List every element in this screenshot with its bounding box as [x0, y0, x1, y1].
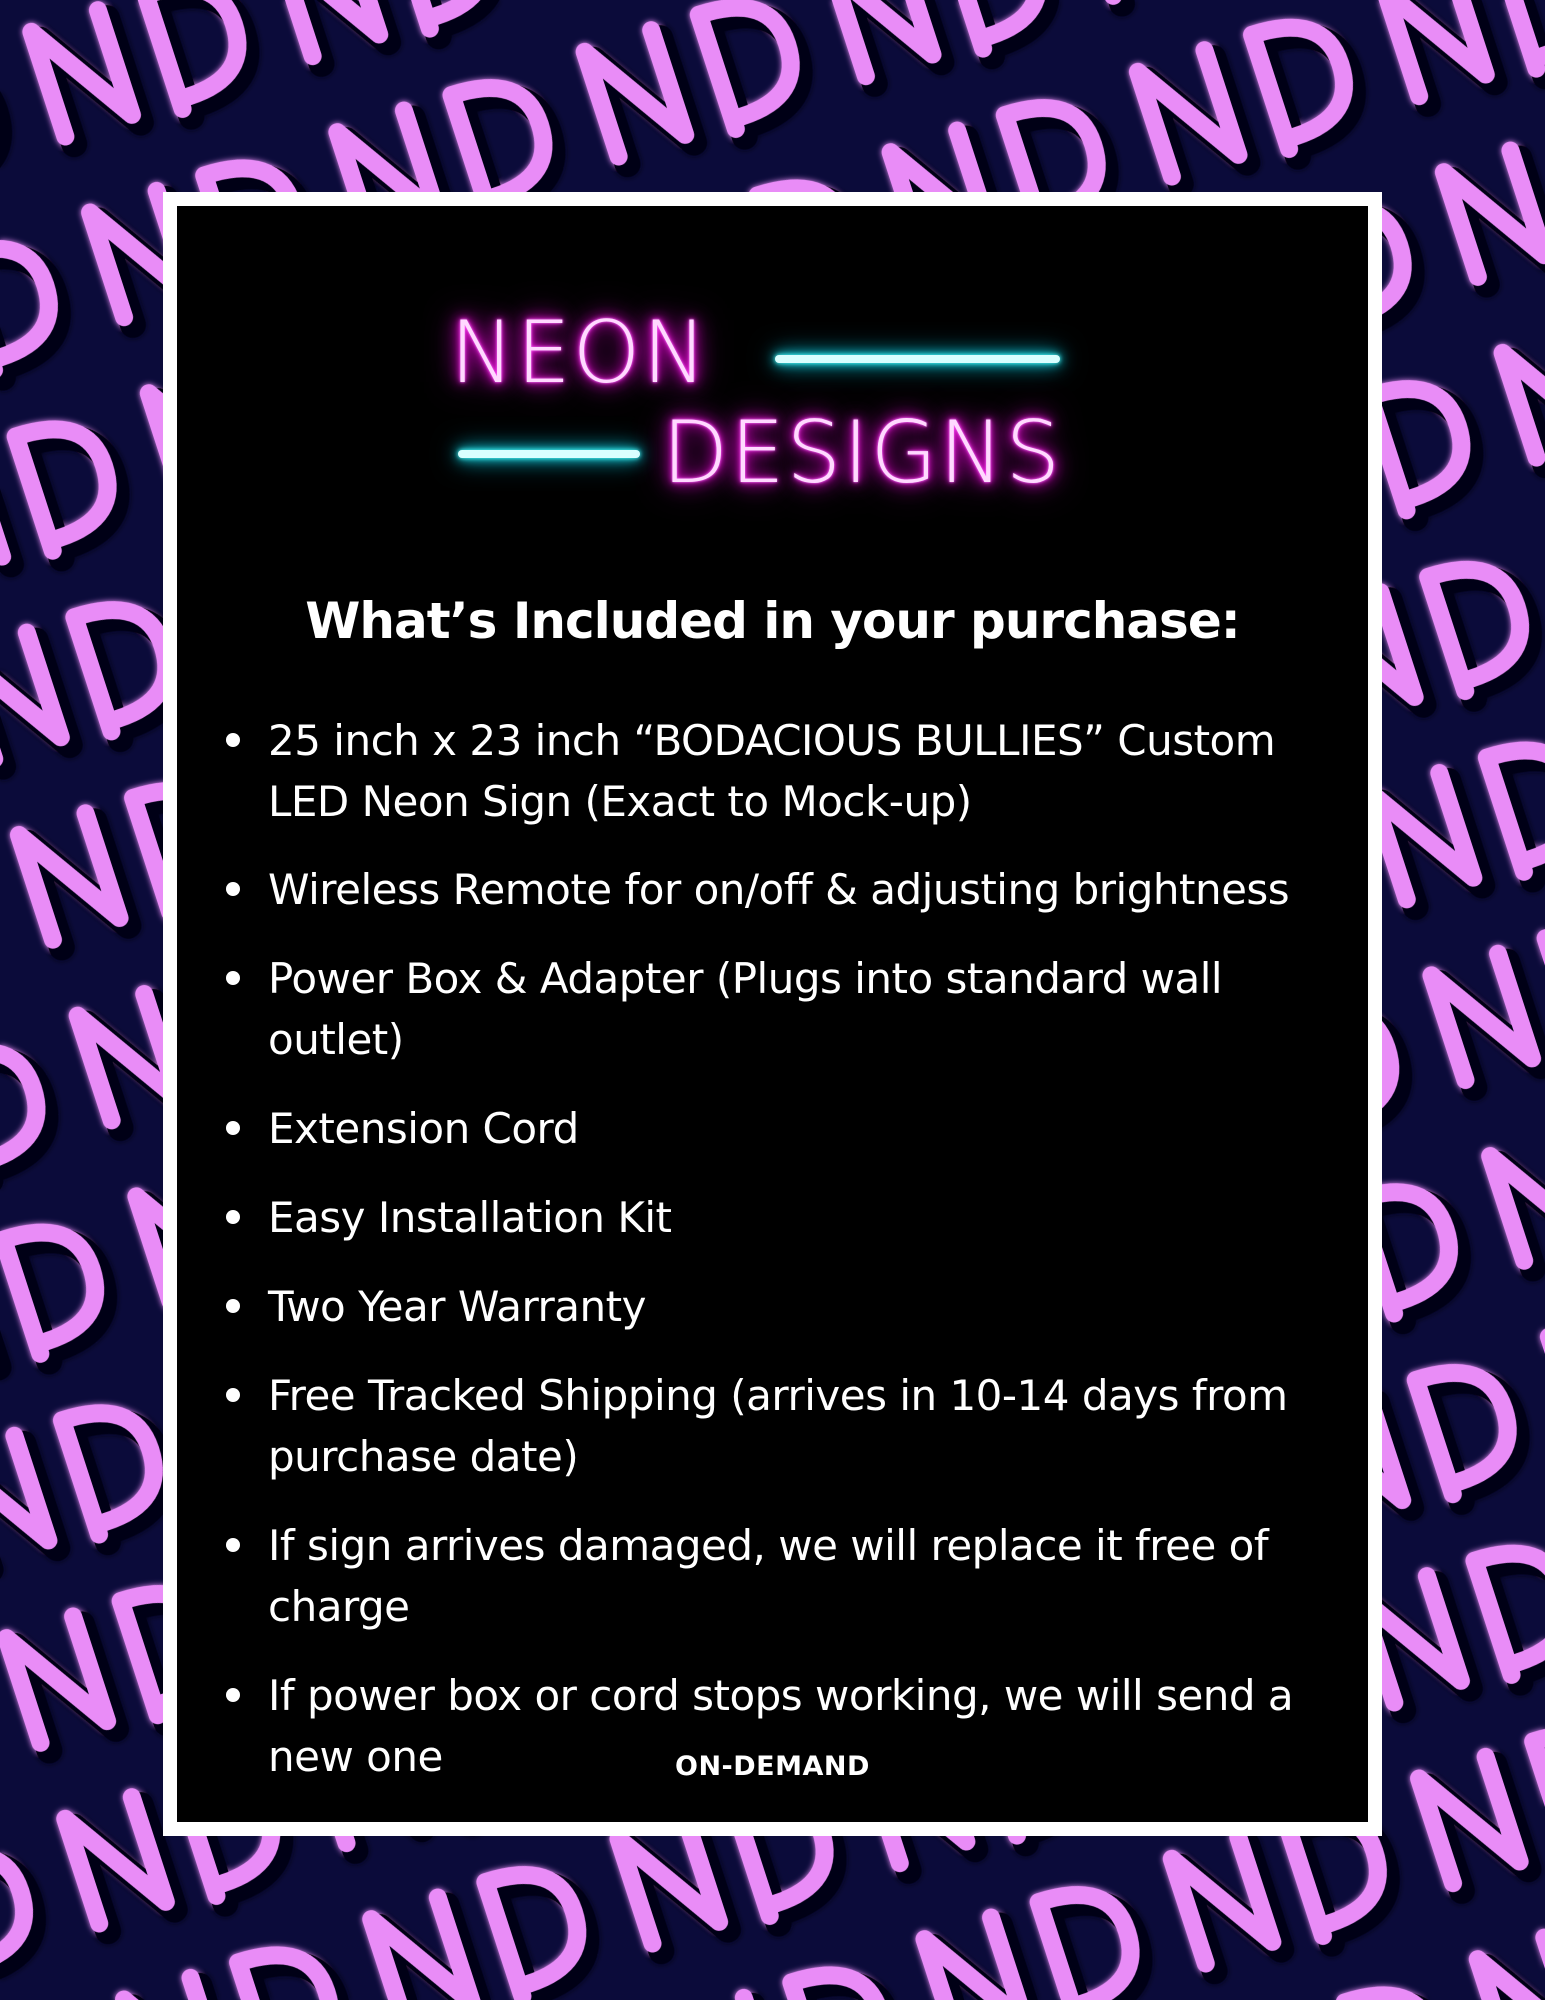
- bullet-dot-icon: [226, 1388, 240, 1402]
- bullet-dot-icon: [226, 733, 240, 747]
- list-item: If sign arrives damaged, we will replace it free of charge: [268, 1521, 1269, 1631]
- list-item: Wireless Remote for on/off & adjusting brightness: [268, 865, 1290, 914]
- bullet-dot-icon: [226, 1688, 240, 1702]
- bullet-dot-icon: [226, 1121, 240, 1135]
- list-item: Extension Cord: [268, 1104, 579, 1153]
- logo-cyan-line-top: [775, 355, 1060, 363]
- list-item: If power box or cord stops working, we will send a new one: [268, 1671, 1294, 1781]
- bullet-dot-icon: [226, 882, 240, 896]
- page-title: What’s Included in your purchase:: [305, 592, 1240, 650]
- list-item: Power Box & Adapter (Plugs into standard wall outlet): [268, 954, 1223, 1064]
- bullet-dot-icon: [226, 1299, 240, 1313]
- list-item: Free Tracked Shipping (arrives in 10-14 days from purchase date): [268, 1371, 1288, 1481]
- bullet-dot-icon: [226, 971, 240, 985]
- bullet-dot-icon: [226, 1210, 240, 1224]
- list-item: 25 inch x 23 inch “BODACIOUS BULLIES” Custom LED Neon Sign (Exact to Mock-up): [268, 716, 1276, 826]
- neon-designs-logo: [430, 300, 1130, 520]
- list-item: Two Year Warranty: [268, 1282, 646, 1331]
- list-item: Easy Installation Kit: [268, 1193, 672, 1242]
- logo-cyan-line-bottom: [458, 450, 640, 458]
- bullet-dot-icon: [226, 1538, 240, 1552]
- logo-word-designs: DESIGNS: [662, 403, 1063, 503]
- on-demand-tag: ON-DEMAND: [675, 1751, 870, 1782]
- logo-word-neon: NEON: [450, 303, 709, 403]
